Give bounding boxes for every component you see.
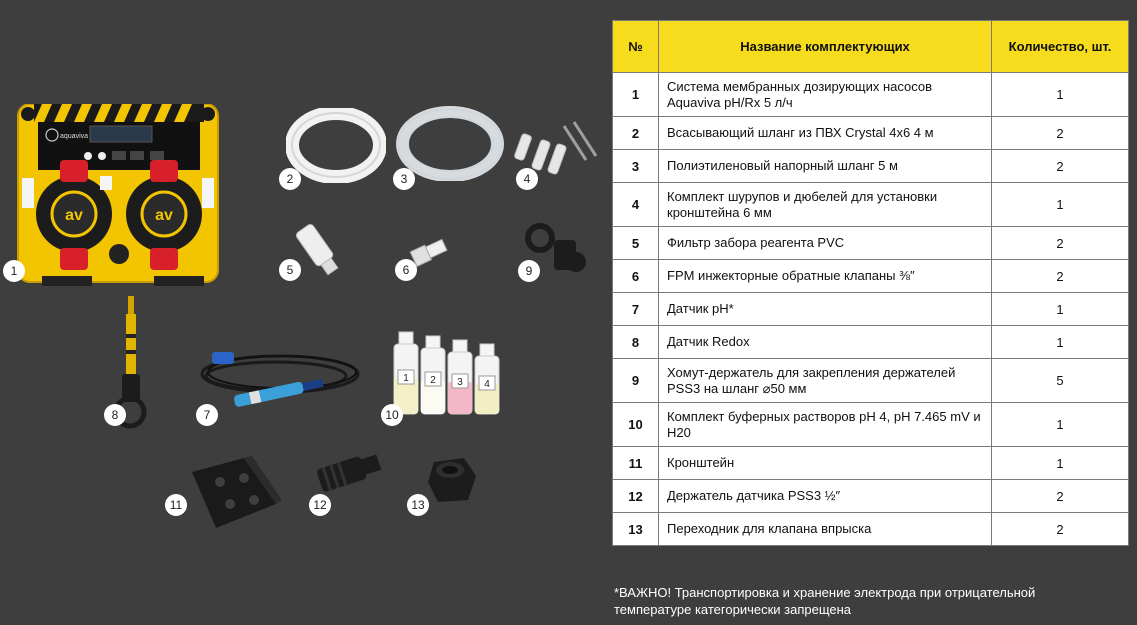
- table-row: [613, 73, 1129, 117]
- row-quantity: 5: [992, 359, 1129, 403]
- row-number: 2: [613, 117, 659, 150]
- row-number: 13: [613, 513, 659, 546]
- row-component-name: Датчик pH*: [659, 293, 992, 326]
- row-component-name: Комплект шурупов и дюбелей для установки кронштейна 6 мм: [659, 183, 992, 227]
- row-number: 5: [613, 227, 659, 260]
- row-number: 9: [613, 359, 659, 403]
- row-number: 11: [613, 447, 659, 480]
- row-quantity: 1: [992, 73, 1129, 117]
- row-number: 6: [613, 260, 659, 293]
- row-quantity: 1: [992, 447, 1129, 480]
- photo-label-10: 10: [381, 404, 403, 426]
- row-number: 10: [613, 403, 659, 447]
- photo-label-2: 2: [279, 168, 301, 190]
- device-brand-text: aquaviva: [60, 133, 89, 140]
- components-table: [612, 20, 1129, 546]
- row-component-name: Держатель датчика PSS3 ½″: [659, 480, 992, 513]
- table-row: [613, 513, 1129, 546]
- photo-label-3: 3: [393, 168, 415, 190]
- row-number: 1: [613, 73, 659, 117]
- row-quantity: 1: [992, 183, 1129, 227]
- row-quantity: 2: [992, 150, 1129, 183]
- header-quantity: Количество, шт.: [992, 21, 1129, 73]
- row-quantity: 2: [992, 117, 1129, 150]
- row-number: 4: [613, 183, 659, 227]
- row-component-name: Хомут-держатель для закрепления держателей PSS3 на шланг ⌀50 мм: [659, 359, 992, 403]
- bottle-label-4: 4: [484, 379, 490, 390]
- table-row: [613, 480, 1129, 513]
- sensor-holder-image: [312, 446, 384, 501]
- bottle-label-1: 1: [403, 373, 409, 384]
- photo-label-11: 11: [165, 494, 187, 516]
- table-row: [613, 117, 1129, 150]
- row-quantity: 1: [992, 326, 1129, 359]
- row-quantity: 1: [992, 403, 1129, 447]
- table-row: [613, 403, 1129, 447]
- row-number: 12: [613, 480, 659, 513]
- table-row: [613, 447, 1129, 480]
- row-component-name: Комплект буферных растворов pH 4, pH 7.465 mV и H20: [659, 403, 992, 447]
- row-number: 8: [613, 326, 659, 359]
- row-number: 3: [613, 150, 659, 183]
- important-note: *ВАЖНО! Транспортировка и хранение электрода при отрицательной температуре категорически запрещена: [614, 585, 1036, 617]
- table-row: [613, 183, 1129, 227]
- bracket-image: [186, 456, 282, 537]
- table-header-row: [613, 21, 1129, 73]
- suction-hose-image: [286, 108, 386, 188]
- table-row: [613, 359, 1129, 403]
- row-quantity: 2: [992, 513, 1129, 546]
- bottle-label-2: 2: [430, 375, 436, 386]
- header-number: №: [613, 21, 659, 73]
- table-row: [613, 293, 1129, 326]
- adapter-image: [424, 456, 480, 511]
- components-table-container: [612, 20, 1129, 546]
- buffer-solutions-image: [392, 330, 502, 425]
- photo-label-6: 6: [395, 259, 417, 281]
- bottle-label-3: 3: [457, 377, 463, 388]
- row-component-name: Фильтр забора реагента PVC: [659, 227, 992, 260]
- photo-label-4: 4: [516, 168, 538, 190]
- table-row: [613, 260, 1129, 293]
- row-component-name: Всасывающий шланг из ПВХ Crystal 4х6 4 м: [659, 117, 992, 150]
- row-component-name: Кронштейн: [659, 447, 992, 480]
- row-quantity: 2: [992, 227, 1129, 260]
- header-component-name: Название комплектующих: [659, 21, 992, 73]
- row-component-name: Система мембранных дозирующих насосов Aquaviva pH/Rx 5 л/ч: [659, 73, 992, 117]
- photo-label-12: 12: [309, 494, 331, 516]
- dosing-pump-system-image: [14, 104, 224, 299]
- row-component-name: Переходник для клапана впрыска: [659, 513, 992, 546]
- photo-label-7: 7: [196, 404, 218, 426]
- photo-label-13: 13: [407, 494, 429, 516]
- row-quantity: 2: [992, 260, 1129, 293]
- svg-text:av: av: [155, 207, 173, 224]
- svg-text:av: av: [65, 207, 83, 224]
- photo-label-5: 5: [279, 259, 301, 281]
- row-component-name: FPM инжекторные обратные клапаны ⅜″: [659, 260, 992, 293]
- row-component-name: Полиэтиленовый напорный шланг 5 м: [659, 150, 992, 183]
- table-row: [613, 150, 1129, 183]
- row-quantity: 1: [992, 293, 1129, 326]
- row-number: 7: [613, 293, 659, 326]
- table-row: [613, 326, 1129, 359]
- row-component-name: Датчик Redox: [659, 326, 992, 359]
- photo-label-9: 9: [518, 260, 540, 282]
- photo-label-1: 1: [3, 260, 25, 282]
- photo-label-8: 8: [104, 404, 126, 426]
- row-quantity: 2: [992, 480, 1129, 513]
- table-row: [613, 227, 1129, 260]
